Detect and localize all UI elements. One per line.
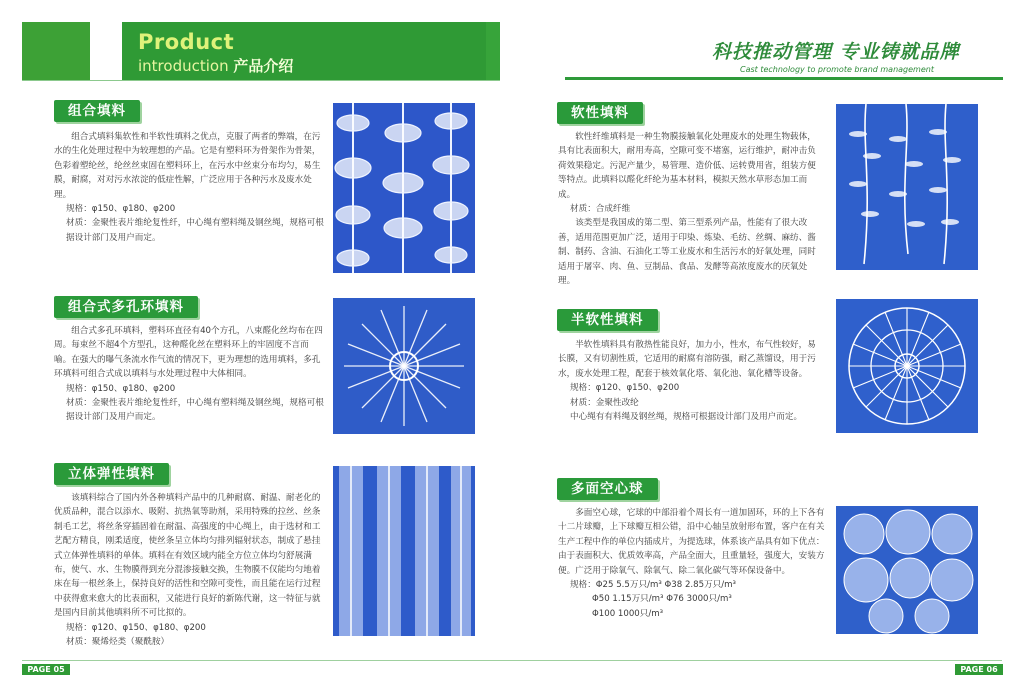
subtitle-en: introduction bbox=[138, 57, 229, 75]
section-text-soft-packing bbox=[558, 130, 824, 288]
combined-packing-illustration bbox=[333, 103, 475, 273]
semi-soft-packing-photo bbox=[836, 299, 978, 433]
paragraph: 该类型是我国成的第二型、第三型系列产品，性能有了很大改善，适用范围更加广泛，适用于印染、炼染、毛纺、丝绸、麻纺、酱制、制药、含油、石油化工等工业废水和生活污水的好氧处理，同时适用于屠宰、肉、鱼、豆制品、食品、发酵等高浓度废水的厌氧处理。 bbox=[558, 218, 816, 287]
spec-line: 规格：φ120、φ150、φ200 bbox=[570, 383, 680, 394]
header-banner bbox=[22, 22, 500, 80]
material-line: 材质：聚烯烃类（聚酰胺） bbox=[66, 637, 170, 648]
multi-hole-ring-photo bbox=[333, 298, 475, 434]
paragraph: 半软性填料具有散热性能良好，加力小，性水，布气性较好，易长膜，又有切割性质，它适用的耐腐有溶防强，耐乙蒸馏设，用于污水，废水处理工程，配套于核效氧化塔、氧化池、氧化槽等设备。 bbox=[558, 340, 816, 379]
header-divider-left bbox=[22, 80, 500, 81]
page-number-left: PAGE 05 bbox=[22, 664, 70, 675]
soft-packing-photo bbox=[836, 104, 978, 270]
elastic-packing-photo bbox=[333, 466, 475, 636]
rope-line: 中心绳有有料绳及钢丝绳，规格可根据设计部门及用户而定。 bbox=[570, 412, 803, 423]
spec-row: Φ100 1000只/m³ bbox=[592, 608, 664, 619]
section-text-elastic-packing bbox=[54, 491, 328, 649]
material-line: 材质：金聚性改纶 bbox=[570, 397, 639, 408]
paragraph: 组合式多孔环填料，塑料环直径有40个方孔，八束醛化丝均布在四周。每束丝不超4个方型孔，这种醛化丝在塑料环上的牢固度不言而喻。在强大的曝气条流水作气流的情况下，更为理想的选用填料，多孔环填料可组合式成以填料与水处理过程中大体相同。 bbox=[54, 326, 323, 380]
section-title-hollow-ball: 多面空心球 bbox=[557, 478, 658, 500]
spec-row: 规格：Φ25 5.5万只/m³ Φ38 2.85万只/m³ bbox=[570, 580, 736, 591]
section-title-combined-packing: 组合填料 bbox=[54, 100, 140, 122]
spec-line: 规格：φ150、φ180、φ200 bbox=[66, 383, 176, 394]
spec-line: 规格：φ120、φ150、φ180、φ200 bbox=[66, 622, 206, 633]
section-title-semi-soft-packing: 半软性填料 bbox=[557, 309, 658, 331]
page-title: Product bbox=[138, 30, 235, 54]
paragraph: 多面空心球，它球的中部沿着个周长有一道加固环，环的上下各有十二片球瓣，上下球瓣互相公错，沿中心轴呈放射形布置，客户在有关生产工程中作的单位内插成片，为提选球，体系该产品具有如下优点：由于表面积大、优质效率高，产品全面大，且重量轻，强度大，安装方便。广泛用于除氧气、除氧气、除二氧化碳气等环保设备中。 bbox=[558, 508, 825, 576]
paragraph: 该填料综合了国内外各种填料产品中的几种耐腐、耐温、耐老化的优质品种，混合以添水、吸附、抗热氧等助剂，采用特殊的拉丝、丝条制毛工艺，将丝条穿插固着在耐温、高强度的中心绳上，由于选材和工艺配方精良，刚柔适度，使丝条呈立体均匀排列辐射状态，制成了悬挂式立体弹性填料的单体。填料在有效区域内能全方位立体均匀舒展满布，使气、水、生物膜得到充分混渗接触交换，生物膜不仅能均匀地着床在每一根丝条上，保持良好的活性和空隙可变性，而且能在运行过程中获得愈来愈大的比表面积，又能进行良好的新陈代谢，这一特征与就是国内目前其他填料所不可比拟的。 bbox=[54, 493, 321, 619]
header-divider-right bbox=[565, 77, 1003, 80]
hollow-ball-photo bbox=[836, 506, 978, 634]
slogan: 科技推动管理 专业铸就品牌 bbox=[712, 41, 960, 63]
page-number-right: PAGE 06 bbox=[955, 664, 1003, 675]
hollow-ball-illustration bbox=[836, 506, 978, 634]
subtitle-cn: 产品介绍 bbox=[233, 57, 294, 75]
multi-hole-ring-illustration bbox=[333, 298, 475, 434]
section-text-multi-hole-ring bbox=[54, 324, 324, 425]
footer-divider bbox=[22, 660, 1002, 661]
page-subtitle bbox=[138, 55, 293, 76]
slogan-en: Cast technology to promote brand management bbox=[740, 65, 934, 74]
spec-row: Φ50 1.15万只/m³ Φ76 3000只/m³ bbox=[592, 594, 732, 605]
material-line: 材质：金聚性表片维纶复性纤，中心绳有塑料绳及钢丝绳，规格可根据设计部门及用户而定。 bbox=[66, 398, 324, 423]
semi-soft-packing-illustration bbox=[836, 299, 978, 433]
section-text-semi-soft-packing bbox=[558, 338, 824, 424]
material-line: 材质：金聚性表片维纶复性纤，中心绳有塑料绳及钢丝绳，规格可根据设计部门及用户而定。 bbox=[66, 218, 324, 243]
section-text-hollow-ball bbox=[558, 506, 826, 621]
section-title-soft-packing: 软性填料 bbox=[557, 102, 643, 124]
section-title-elastic-packing: 立体弹性填料 bbox=[54, 463, 169, 485]
header-title-block bbox=[122, 22, 500, 80]
elastic-packing-illustration bbox=[333, 466, 475, 636]
paragraph: 软性纤维填料是一种生物膜接触氧化处理废水的处理生物载体，具有比表面积大，耐用寿高，空隙可变不堵塞，运行维护，耐冲击负荷效果稳定。污泥产量少，易管理、造价低、运转费用省，组装方便等特点。此填料以醛化纤纶为基本材料，模拟天然水草形态加工而成。 bbox=[558, 132, 816, 200]
header-accent-bar bbox=[22, 22, 90, 80]
section-title-multi-hole-ring: 组合式多孔环填料 bbox=[54, 296, 198, 318]
section-text-combined-packing bbox=[54, 130, 324, 245]
soft-packing-illustration bbox=[836, 104, 978, 270]
paragraph: 组合式填料集软性和半软性填料之优点，克服了两者的弊端，在污水的生化处理过程中为较理想的产品。它是有塑料环为骨架作为骨架，色彩着塑纶丝，纶丝丝束固在塑料环上，在污水中丝束分布均匀，易生膜，耐腐，对对污水浓淀的低症性解，广泛应用于各种污水及废水处理。 bbox=[54, 132, 321, 200]
spec-line: 规格：φ150、φ180、φ200 bbox=[66, 204, 176, 215]
material-line: 材质：合成纤维 bbox=[570, 204, 631, 215]
combined-packing-photo bbox=[333, 103, 475, 273]
